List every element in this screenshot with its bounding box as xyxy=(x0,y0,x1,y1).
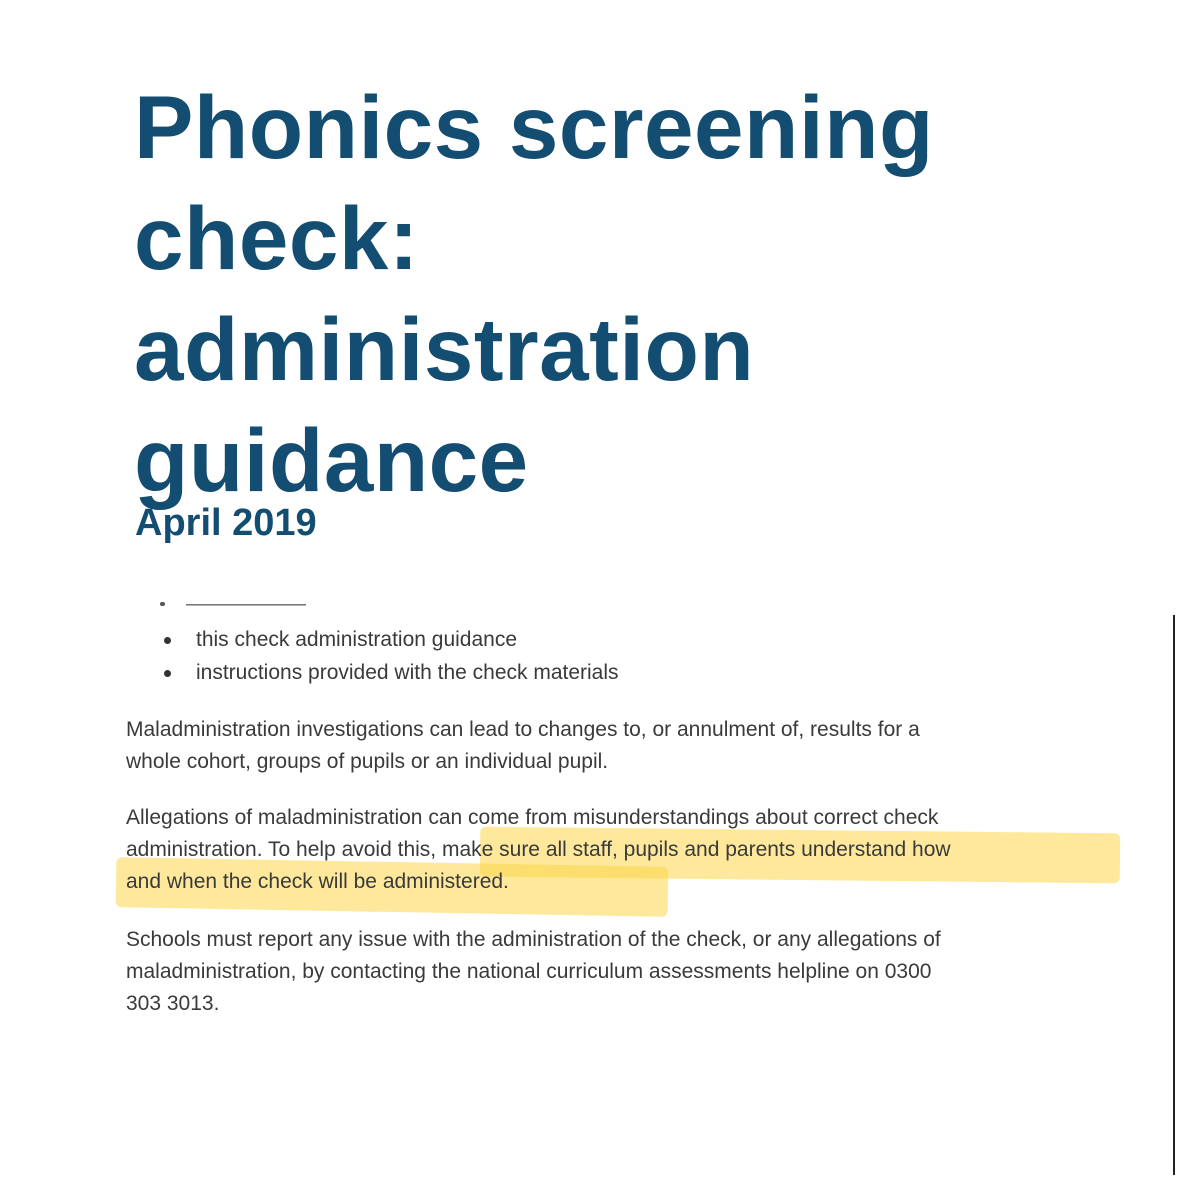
document-title xyxy=(134,72,1114,516)
bullet-dot xyxy=(164,637,171,644)
bullet-text: this check administration guidance xyxy=(196,628,518,651)
paragraph-maladministration-investigations xyxy=(126,714,1056,778)
text-line: and when the check will be administered. xyxy=(126,870,509,893)
text-line: whole cohort, groups of pupils or an individual pupil. xyxy=(126,750,609,773)
text-line: Maladministration investigations can lead to changes to, or annulment of, results for a xyxy=(126,718,920,741)
bullet-text: instructions provided with the check materials xyxy=(196,661,619,684)
paragraph-allegations xyxy=(126,802,1056,898)
text-line: Schools must report any issue with the administration of the check, or any allegations of xyxy=(126,928,941,951)
cut-off-bullet xyxy=(160,602,165,606)
title-line: check: xyxy=(134,188,419,288)
text-line: administration. To help avoid this, make sure all staff, pupils and parents understand how xyxy=(126,838,951,861)
text-line: 303 3013. xyxy=(126,992,220,1015)
bullet-dot xyxy=(164,670,171,677)
text-line: Allegations of maladministration can come from misunderstandings about correct check xyxy=(126,806,939,829)
paragraph-report-issues xyxy=(126,924,1056,1020)
publication-date: April 2019 xyxy=(135,502,317,544)
text-line: maladministration, by contacting the national curriculum assessments helpline on 0300 xyxy=(126,960,932,983)
cut-off-text: —————— xyxy=(186,603,306,615)
crop-edge-line xyxy=(1173,615,1175,1175)
title-line: Phonics screening xyxy=(134,77,934,177)
title-line: guidance xyxy=(134,410,529,510)
title-line: administration xyxy=(134,299,755,399)
